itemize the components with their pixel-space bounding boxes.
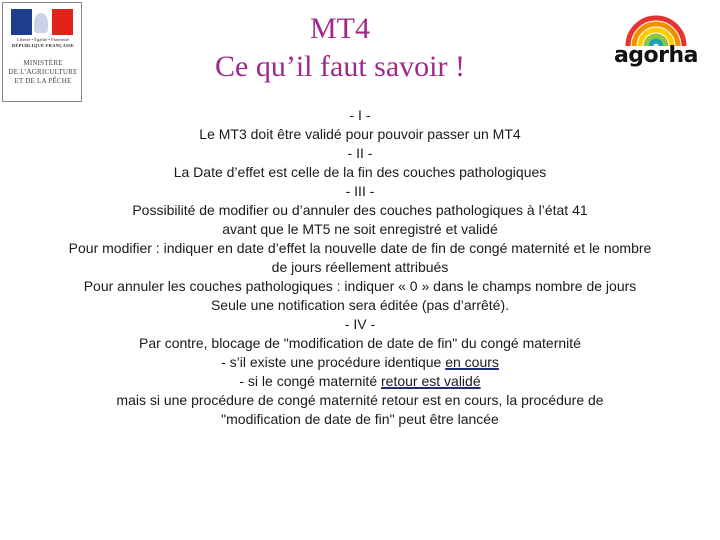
ministry-logo xyxy=(2,2,82,102)
text-line: Possibilité de modifier ou d’annuler des couches pathologiques à l’état 41 xyxy=(132,202,588,218)
text-line: Seule une notification sera éditée (pas d’arrêté). xyxy=(210,297,510,313)
text-line: Pour annuler les couches pathologiques : indiquer « 0 » dans le champs nombre de jours xyxy=(83,278,637,294)
text-line: de jours réellement attribués xyxy=(271,259,449,275)
text-line: "modification de date de fin" peut être lancée xyxy=(221,411,499,427)
section-4 xyxy=(0,315,720,429)
bullet-text: - s’il existe une procédure identique xyxy=(221,354,446,370)
underlined-text: en cours xyxy=(445,354,499,370)
bullet-line xyxy=(0,353,720,372)
brand-name: agorha xyxy=(613,43,699,68)
section-heading: - I - xyxy=(349,107,371,123)
ministry-line: ET DE LA PÊCHE xyxy=(14,77,72,85)
ministry-line: MINISTÈRE xyxy=(23,59,63,67)
section-3 xyxy=(0,182,720,315)
agorha-logo xyxy=(608,14,704,74)
text-line: avant que le MT5 ne soit enregistré et validé xyxy=(222,221,498,237)
content-body xyxy=(0,106,720,429)
section-2 xyxy=(0,144,720,182)
section-heading: - IV - xyxy=(344,316,376,332)
text-line: La Date d’effet est celle de la fin des couches pathologiques xyxy=(173,164,547,180)
text-line: Par contre, blocage de "modification de date de fin" du congé maternité xyxy=(139,335,581,351)
marianne-flag-icon xyxy=(11,9,73,35)
motto-text: Liberté • Égalité • Fraternité xyxy=(17,37,69,42)
text-line: Pour modifier : indiquer en date d’effet la nouvelle date de fin de congé maternité et le nombre xyxy=(68,240,652,256)
ministry-motto xyxy=(7,37,79,49)
underlined-text: retour est validé xyxy=(381,373,481,389)
ministry-line: DE L’AGRICULTURE xyxy=(8,68,78,76)
republic-text: RÉPUBLIQUE FRANÇAISE xyxy=(11,43,75,48)
title-line-2: Ce qu’il faut savoir ! xyxy=(215,50,465,83)
section-heading: - II - xyxy=(347,145,373,161)
section-1 xyxy=(0,106,720,144)
text-line: mais si une procédure de congé maternité retour est en cours, la procédure de xyxy=(116,392,604,408)
section-heading: - III - xyxy=(345,183,375,199)
text-line: Le MT3 doit être validé pour pouvoir passer un MT4 xyxy=(199,126,521,142)
bullet-line xyxy=(0,372,720,391)
ministry-name xyxy=(5,59,81,86)
bullet-text: - si le congé maternité xyxy=(239,373,381,389)
title-line-1: MT4 xyxy=(310,12,370,45)
page-title xyxy=(140,10,540,86)
rainbow-arcs-icon xyxy=(624,14,688,46)
